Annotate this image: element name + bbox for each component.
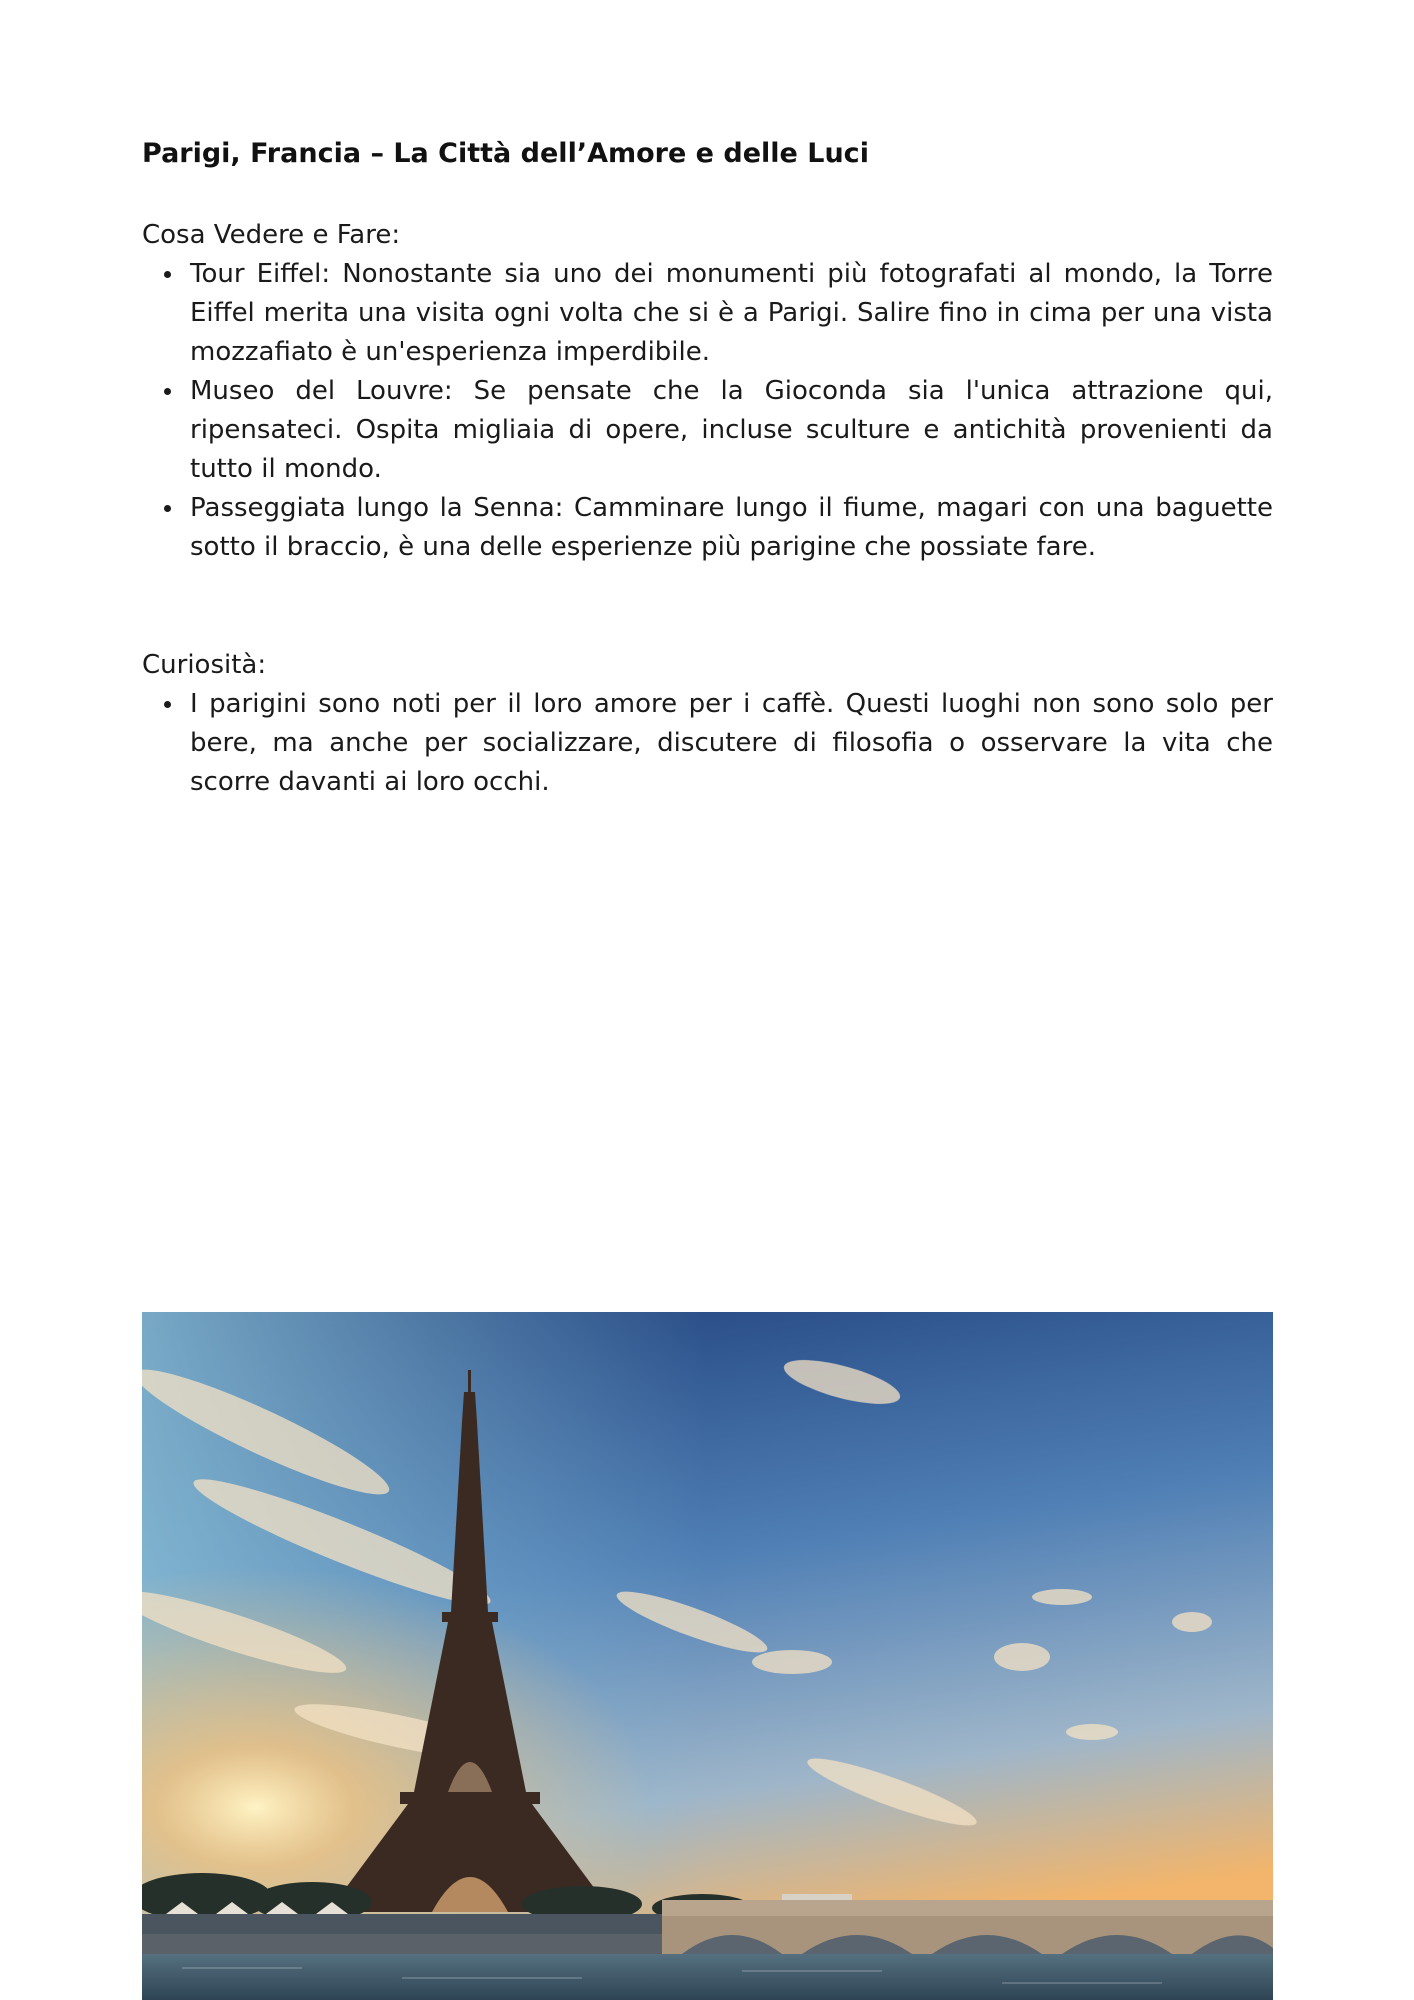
page-title: Parigi, Francia – La Città dell’Amore e delle Luci [142, 138, 869, 169]
list-item [142, 489, 1273, 567]
list-item-text: Tour Eiffel: Nonostante sia uno dei monumenti più fotografati al mondo, la Torre Eiffel merita una visita ogni volta che si è a Parigi. Salire fino in cima per una vista mozzafiato è un'esperienza imperdibile. [190, 259, 1273, 367]
bullet-icon [164, 701, 171, 708]
list-item-text: I parigini sono noti per il loro amore per i caffè. Questi luoghi non sono solo per bere, ma anche per socializzare, discutere di filosofia o osservare la vita che scorre davanti ai loro occhi. [190, 689, 1273, 797]
bridge [662, 1900, 1273, 1954]
boat [142, 1934, 662, 1956]
list-item [142, 685, 1273, 802]
list-item-text: Museo del Louvre: Se pensate che la Gioconda sia l'unica attrazione qui, ripensateci. Ospita migliaia di opere, incluse sculture e antichità provenienti da tutto il mondo. [190, 376, 1273, 484]
list-item [142, 255, 1273, 372]
bullet-icon [164, 388, 171, 395]
bullet-icon [164, 271, 171, 278]
curiosity-list [142, 685, 1273, 802]
things-list [142, 255, 1273, 567]
bullet-icon [164, 505, 171, 512]
eiffel-tower-photo [142, 1312, 1273, 2000]
list-item-text: Passeggiata lungo la Senna: Camminare lungo il fiume, magari con una baguette sotto il braccio, è una delle esperienze più parigine che possiate fare. [190, 493, 1273, 562]
river-seine [142, 1954, 1273, 2000]
list-item [142, 372, 1273, 489]
things-section-label: Cosa Vedere e Fare: [142, 220, 401, 250]
curiosity-section-label: Curiosità: [142, 650, 267, 680]
